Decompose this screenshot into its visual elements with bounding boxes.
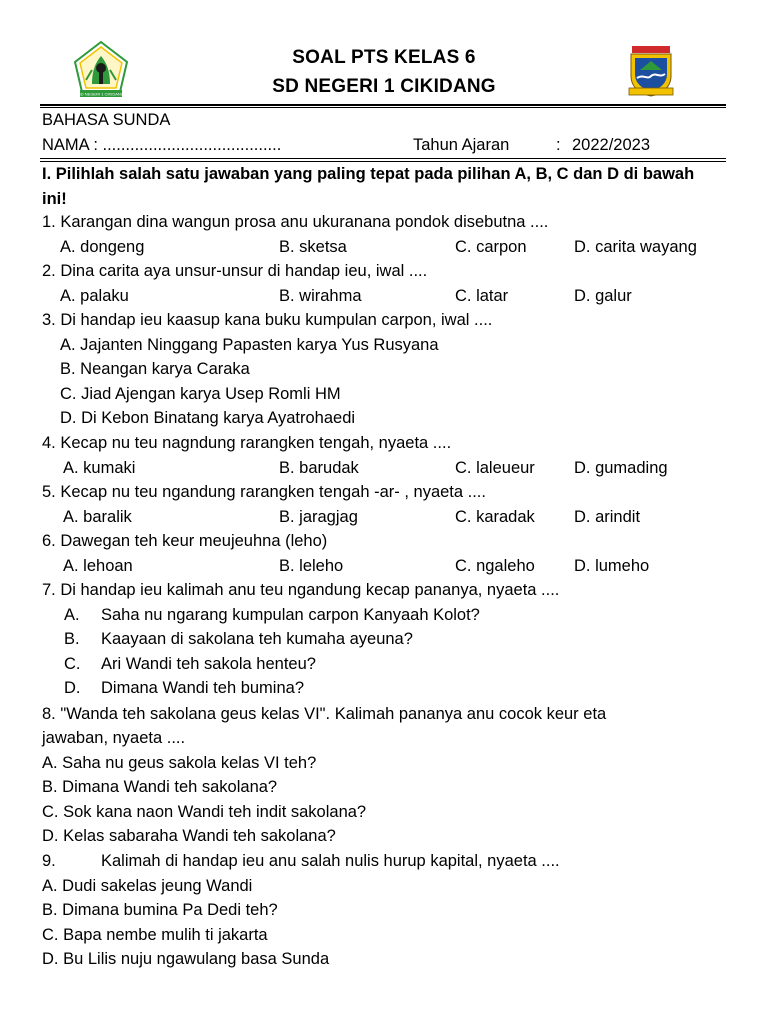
question-3: 3. Di handap ieu kaasup kana buku kumpulan carpon, iwal .... <box>42 311 493 329</box>
question-6: 6. Dawegan teh keur meujeuhna (leho) <box>42 532 328 550</box>
question-2: 2. Dina carita aya unsur-unsur di handap ieu, iwal .... <box>42 262 428 280</box>
question-1: 1. Karangan dina wangun prosa anu ukuranana pondok disebutna .... <box>42 213 549 231</box>
year-label: Tahun Ajaran <box>413 136 510 154</box>
q7-option-b-letter: B. <box>64 630 80 648</box>
subject-label: BAHASA SUNDA <box>42 111 171 129</box>
question-8-line-2: jawaban, nyaeta .... <box>42 729 186 747</box>
q8-option-b: B. Dimana Wandi teh sakolana? <box>42 778 278 796</box>
exam-title: SOAL PTS KELAS 6 <box>292 47 476 68</box>
q9-option-b: B. Dimana bumina Pa Dedi teh? <box>42 901 278 919</box>
question-5: 5. Kecap nu teu ngandung rarangken tengah -ar- , nyaeta .... <box>42 483 486 501</box>
name-field: NAMA : ....................................... <box>42 136 282 154</box>
year-value: 2022/2023 <box>572 136 650 154</box>
q3-option-b: B. Neangan karya Caraka <box>60 360 250 378</box>
q4-option-b: B. barudak <box>279 459 359 477</box>
section-rule-2 <box>40 161 726 162</box>
question-9-number: 9. <box>42 852 56 870</box>
q7-option-b: Kaayaan di sakolana teh kumaha ayeuna? <box>101 630 413 648</box>
q3-option-a: A. Jajanten Ninggang Papasten karya Yus Rusyana <box>60 336 439 354</box>
q6-option-b: B. leleho <box>279 557 344 575</box>
q7-option-a-letter: A. <box>64 606 80 624</box>
q1-option-d: D. carita wayang <box>574 238 697 256</box>
q1-option-b: B. sketsa <box>279 238 347 256</box>
section-rule-1 <box>40 158 726 159</box>
q8-option-d: D. Kelas sabaraha Wandi teh sakolana? <box>42 827 336 845</box>
q7-option-d-letter: D. <box>64 679 81 697</box>
school-name: SD NEGERI 1 CIKIDANG <box>272 76 496 97</box>
q1-option-a: A. dongeng <box>60 238 145 256</box>
q6-option-a: A. lehoan <box>63 557 133 575</box>
q4-option-d: D. gumading <box>574 459 668 477</box>
q3-option-d: D. Di Kebon Binatang karya Ayatrohaedi <box>60 409 356 427</box>
q7-option-d: Dimana Wandi teh bumina? <box>101 679 304 697</box>
q8-option-a: A. Saha nu geus sakola kelas VI teh? <box>42 754 317 772</box>
q2-option-c: C. latar <box>455 287 509 305</box>
q5-option-a: A. baralik <box>63 508 132 526</box>
year-colon: : <box>556 136 561 154</box>
q6-option-c: C. ngaleho <box>455 557 535 575</box>
q4-option-a: A. kumaki <box>63 459 136 477</box>
q9-option-a: A. Dudi sakelas jeung Wandi <box>42 877 253 895</box>
header-rule-thin <box>40 107 726 108</box>
question-7: 7. Di handap ieu kalimah anu teu ngandung kecap pananya, nyaeta .... <box>42 581 560 599</box>
question-4: 4. Kecap nu teu nagndung rarangken tengah, nyaeta .... <box>42 434 452 452</box>
q9-option-c: C. Bapa nembe mulih ti jakarta <box>42 926 268 944</box>
instruction-line-1: I. Pilihlah salah satu jawaban yang paling tepat pada pilihan A, B, C dan D di bawah <box>42 165 695 183</box>
q7-option-c: Ari Wandi teh sakola henteu? <box>101 655 316 673</box>
header-rule-thick <box>40 104 726 106</box>
question-8-line-1: 8. "Wanda teh sakolana geus kelas VI". Kalimah pananya anu cocok keur eta <box>42 705 607 723</box>
q9-option-d: D. Bu Lilis nuju ngawulang basa Sunda <box>42 950 330 968</box>
q7-option-c-letter: C. <box>64 655 81 673</box>
instruction-line-2: ini! <box>42 190 67 208</box>
q1-option-c: C. carpon <box>455 238 527 256</box>
q4-option-c: C. laleueur <box>455 459 535 477</box>
q5-option-b: B. jaragjag <box>279 508 358 526</box>
question-9: Kalimah di handap ieu anu salah nulis hurup kapital, nyaeta .... <box>101 852 560 870</box>
q7-option-a: Saha nu ngarang kumpulan carpon Kanyaah Kolot? <box>101 606 480 624</box>
q5-option-d: D. arindit <box>574 508 641 526</box>
q6-option-d: D. lumeho <box>574 557 650 575</box>
q2-option-b: B. wirahma <box>279 287 362 305</box>
school-logo-text: SD NEGERI 1 CIKIDANG <box>78 91 124 97</box>
q8-option-c: C. Sok kana naon Wandi teh indit sakolana? <box>42 803 367 821</box>
q2-option-a: A. palaku <box>60 287 129 305</box>
q5-option-c: C. karadak <box>455 508 535 526</box>
q2-option-d: D. galur <box>574 287 632 305</box>
q3-option-c: C. Jiad Ajengan karya Usep Romli HM <box>60 385 341 403</box>
